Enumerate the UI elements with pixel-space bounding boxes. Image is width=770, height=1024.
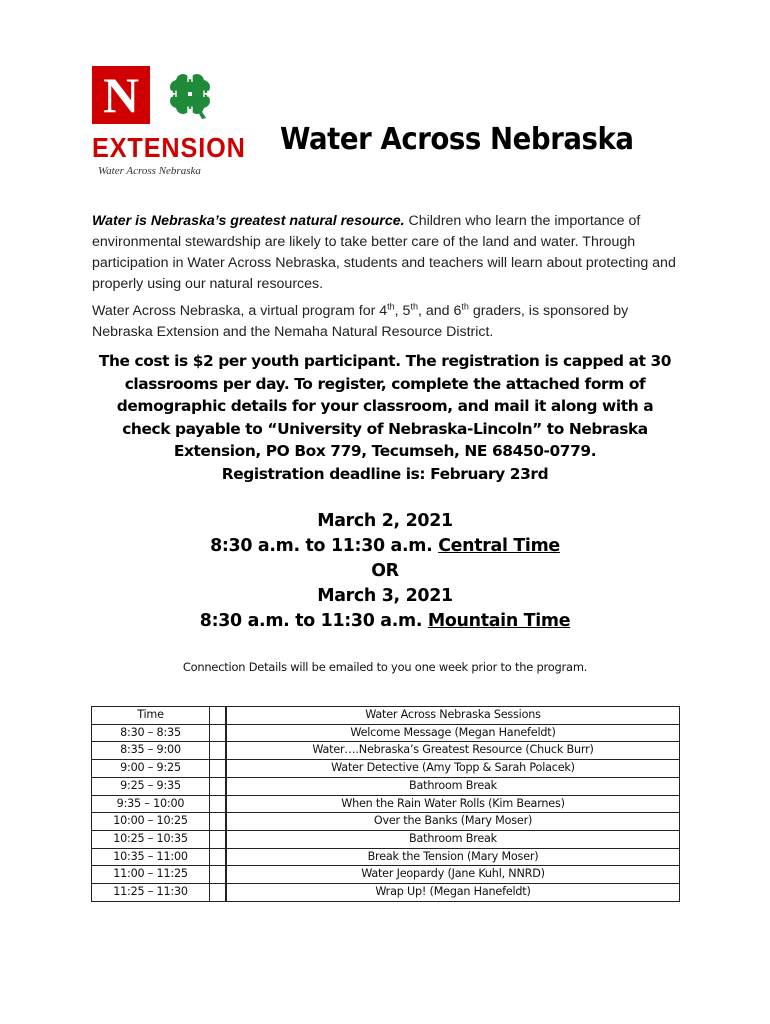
time-1: 8:30 a.m. to 11:30 a.m.: [210, 536, 439, 556]
ordinal-suffix: th: [410, 301, 418, 312]
session-cell: Water….Nebraska’s Greatest Resource (Chuck Burr): [227, 742, 680, 760]
empty-cell: [210, 884, 226, 902]
time-1-line: [92, 534, 678, 559]
time-cell: 10:00 – 10:25: [92, 813, 210, 831]
time-cell: 9:00 – 9:25: [92, 760, 210, 778]
table-row: [92, 866, 680, 884]
header-sessions: Water Across Nebraska Sessions: [227, 707, 680, 725]
cost-text: The cost is $2 per youth participant. The registration is capped at 30 classrooms per day. To register, complete the attached form of demographic details for your classroom, and mail it along with a check payable to “University of Nebraska-Lincoln” to Nebraska Extension, PO Box 779, Tecumseh, NE 68450-0779.: [98, 352, 672, 460]
empty-cell: [210, 866, 226, 884]
svg-text:H: H: [186, 74, 194, 84]
empty-cell: [210, 830, 226, 848]
table-row: [92, 777, 680, 795]
table-row: [92, 760, 680, 778]
session-cell: Break the Tension (Mary Moser): [227, 848, 680, 866]
svg-text:H: H: [186, 105, 194, 115]
program-text-post: graders, is sponsored by Nebraska Extension and the Nemaha Natural Resource District.: [92, 303, 629, 340]
nebraska-n-logo: [92, 66, 150, 124]
registration-deadline: Registration deadline is: February 23rd: [221, 464, 549, 483]
table-header-row: [92, 707, 680, 725]
time-cell: 9:35 – 10:00: [92, 795, 210, 813]
table-row: [92, 724, 680, 742]
intro-paragraph: [92, 211, 692, 295]
time-zone-2: Mountain Time: [427, 611, 571, 631]
empty-cell: [210, 795, 226, 813]
intro-body: Children who learn the importance of environmental stewardship are likely to take better care of the land and water. Through participation in Water Across Nebraska, students and teachers will learn about protecting and properly using our natural resources.: [92, 213, 676, 292]
empty-cell: [210, 777, 226, 795]
or-divider: OR: [371, 561, 399, 581]
session-cell: When the Rain Water Rolls (Kim Bearnes): [227, 795, 680, 813]
time-cell: 11:00 – 11:25: [92, 866, 210, 884]
time-cell: 10:25 – 10:35: [92, 830, 210, 848]
empty-cell: [210, 742, 226, 760]
session-cell: Water Detective (Amy Topp & Sarah Polacek): [227, 760, 680, 778]
connection-note: Connection Details will be emailed to you one week prior to the program.: [182, 660, 588, 674]
session-cell: Bathroom Break: [227, 777, 680, 795]
session-cell: Welcome Message (Megan Hanefeldt): [227, 724, 680, 742]
header-time: Time: [92, 707, 210, 725]
table-row: [92, 795, 680, 813]
page-title: Water Across Nebraska: [280, 122, 634, 157]
svg-text:H: H: [170, 89, 178, 99]
ordinal-suffix: th: [387, 301, 395, 312]
date-1: March 2, 2021: [317, 511, 453, 531]
svg-text:H: H: [202, 89, 210, 99]
time-cell: 9:25 – 9:35: [92, 777, 210, 795]
time-2: 8:30 a.m. to 11:30 a.m.: [199, 611, 428, 631]
logo-subtitle: Water Across Nebraska: [98, 165, 201, 177]
table-row: [92, 848, 680, 866]
program-text-mid1: , 5: [394, 303, 411, 319]
time-2-line: [92, 609, 678, 634]
time-cell: 8:30 – 8:35: [92, 724, 210, 742]
session-cell: Bathroom Break: [227, 830, 680, 848]
table-row: [92, 742, 680, 760]
time-cell: 11:25 – 11:30: [92, 884, 210, 902]
empty-cell: [210, 813, 226, 831]
cost-section: [92, 350, 678, 485]
extension-wordmark: EXTENSION: [92, 132, 246, 163]
ordinal-suffix: th: [461, 301, 469, 312]
extension-logo: [92, 66, 246, 178]
time-cell: 8:35 – 9:00: [92, 742, 210, 760]
empty-cell: [210, 760, 226, 778]
empty-cell: [210, 707, 226, 725]
empty-cell: [210, 848, 226, 866]
time-zone-1: Central Time: [438, 536, 560, 556]
program-text-pre: Water Across Nebraska, a virtual program for 4: [92, 303, 388, 319]
program-paragraph: [92, 301, 692, 343]
intro-lead: Water is Nebraska’s greatest natural resource.: [92, 213, 405, 229]
session-cell: Over the Banks (Mary Moser): [227, 813, 680, 831]
schedule-table: [91, 706, 680, 902]
date-2: March 3, 2021: [317, 586, 453, 606]
time-cell: 10:35 – 11:00: [92, 848, 210, 866]
empty-cell: [210, 724, 226, 742]
table-row: [92, 830, 680, 848]
program-text-mid2: , and 6: [417, 303, 462, 319]
session-cell: Water Jeopardy (Jane Kuhl, NNRD): [227, 866, 680, 884]
table-row: [92, 884, 680, 902]
session-cell: Wrap Up! (Megan Hanefeldt): [227, 884, 680, 902]
dates-section: [92, 509, 678, 634]
4h-clover-icon: [162, 66, 218, 122]
table-row: [92, 813, 680, 831]
nebraska-n-letter: N: [102, 67, 140, 123]
